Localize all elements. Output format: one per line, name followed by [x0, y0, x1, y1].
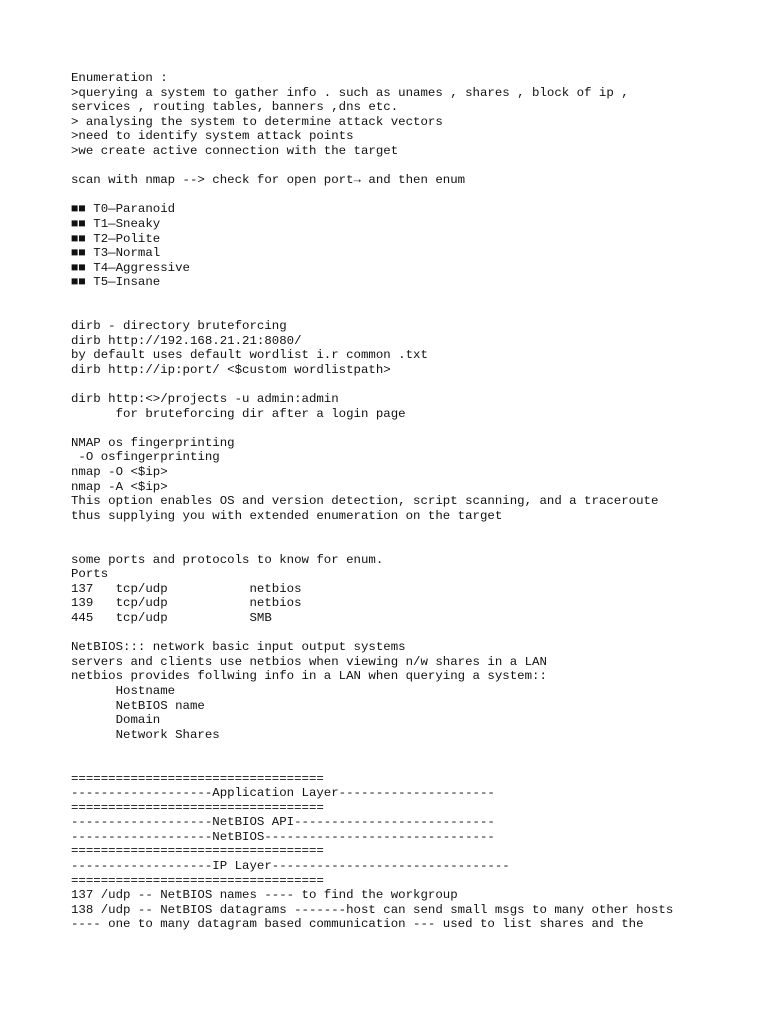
text-line: -------------------IP Layer-------------------------------- — [71, 859, 510, 874]
blank-line — [71, 188, 761, 203]
text-line: ■■ T0—Paranoid — [71, 202, 176, 217]
text-line: ■■ T4—Aggressive — [71, 260, 190, 275]
text-line: nmap -O <$ip> — [71, 465, 168, 480]
text-line: >need to identify system attack points — [71, 129, 354, 144]
text-line: ---- one to many datagram based communication --- used to list shares and the — [71, 917, 644, 932]
text-line: This option enables OS and version detection, script scanning, and a traceroute — [71, 494, 659, 509]
text-line: Ports — [71, 567, 109, 582]
blank-line — [71, 159, 761, 174]
text-line: servers and clients use netbios when viewing n/w shares in a LAN — [71, 654, 547, 669]
text-line: -------------------NetBIOS------------------------------- — [71, 829, 495, 844]
text-line: 445 tcp/udp SMB — [71, 610, 272, 625]
text-line: NetBIOS::: network basic input output systems — [71, 640, 406, 655]
text-line: nmap -A <$ip> — [71, 479, 168, 494]
text-line: some ports and protocols to know for enum. — [71, 552, 384, 567]
text-line: ■■ T3—Normal — [71, 246, 161, 261]
text-line: Enumeration : — [71, 71, 168, 85]
text-line: 137 tcp/udp netbios — [71, 581, 302, 596]
blank-line — [71, 421, 761, 436]
document-page — [71, 71, 761, 932]
text-line: dirb http://ip:port/ <$custom wordlistpath> — [71, 362, 391, 377]
text-line: 138 /udp -- NetBIOS datagrams -------host can send small msgs to many other hosts — [71, 902, 674, 917]
text-line: ================================== — [71, 800, 324, 815]
blank-line — [71, 626, 761, 641]
text-line: > analysing the system to determine attack vectors — [71, 114, 443, 129]
text-line: 139 tcp/udp netbios — [71, 596, 302, 611]
text-line: services , routing tables, banners ,dns etc. — [71, 100, 399, 115]
text-line: ================================== — [71, 771, 324, 786]
text-line: for bruteforcing dir after a login page — [71, 406, 406, 421]
text-line: ■■ T2—Polite — [71, 231, 161, 246]
text-line: NMAP os fingerprinting — [71, 435, 235, 450]
text-line: Domain — [71, 713, 161, 728]
text-line: dirb http:<>/projects -u admin:admin — [71, 392, 339, 407]
text-line: 137 /udp -- NetBIOS names ---- to find the workgroup — [71, 888, 458, 903]
blank-line — [71, 742, 761, 757]
text-line: thus supplying you with extended enumeration on the target — [71, 508, 503, 523]
text-line: netbios provides follwing info in a LAN when querying a system:: — [71, 669, 547, 684]
blank-line — [71, 305, 761, 320]
text-line: ■■ T1—Sneaky — [71, 216, 161, 231]
text-line: NetBIOS name — [71, 698, 205, 713]
text-line: ================================== — [71, 844, 324, 859]
text-line: by default uses default wordlist i.r common .txt — [71, 348, 428, 363]
text-line: scan with nmap --> check for open port→ and then enum — [71, 173, 466, 188]
text-line: >we create active connection with the target — [71, 143, 399, 158]
blank-line — [71, 523, 761, 538]
blank-line — [71, 377, 761, 392]
text-line: Hostname — [71, 683, 176, 698]
text-line: ================================== — [71, 873, 324, 888]
blank-line — [71, 757, 761, 772]
blank-line — [71, 538, 761, 553]
text-line: Network Shares — [71, 727, 220, 742]
text-line: -------------------NetBIOS API--------------------------- — [71, 815, 495, 830]
text-line: -------------------Application Layer--------------------- — [71, 786, 495, 801]
text-line: -O osfingerprinting — [71, 450, 220, 465]
text-line: dirb - directory bruteforcing — [71, 319, 287, 334]
blank-line — [71, 290, 761, 305]
text-line: >querying a system to gather info . such as unames , shares , block of ip , — [71, 85, 629, 100]
text-line: ■■ T5—Insane — [71, 275, 161, 290]
text-line: dirb http://192.168.21.21:8080/ — [71, 333, 302, 348]
